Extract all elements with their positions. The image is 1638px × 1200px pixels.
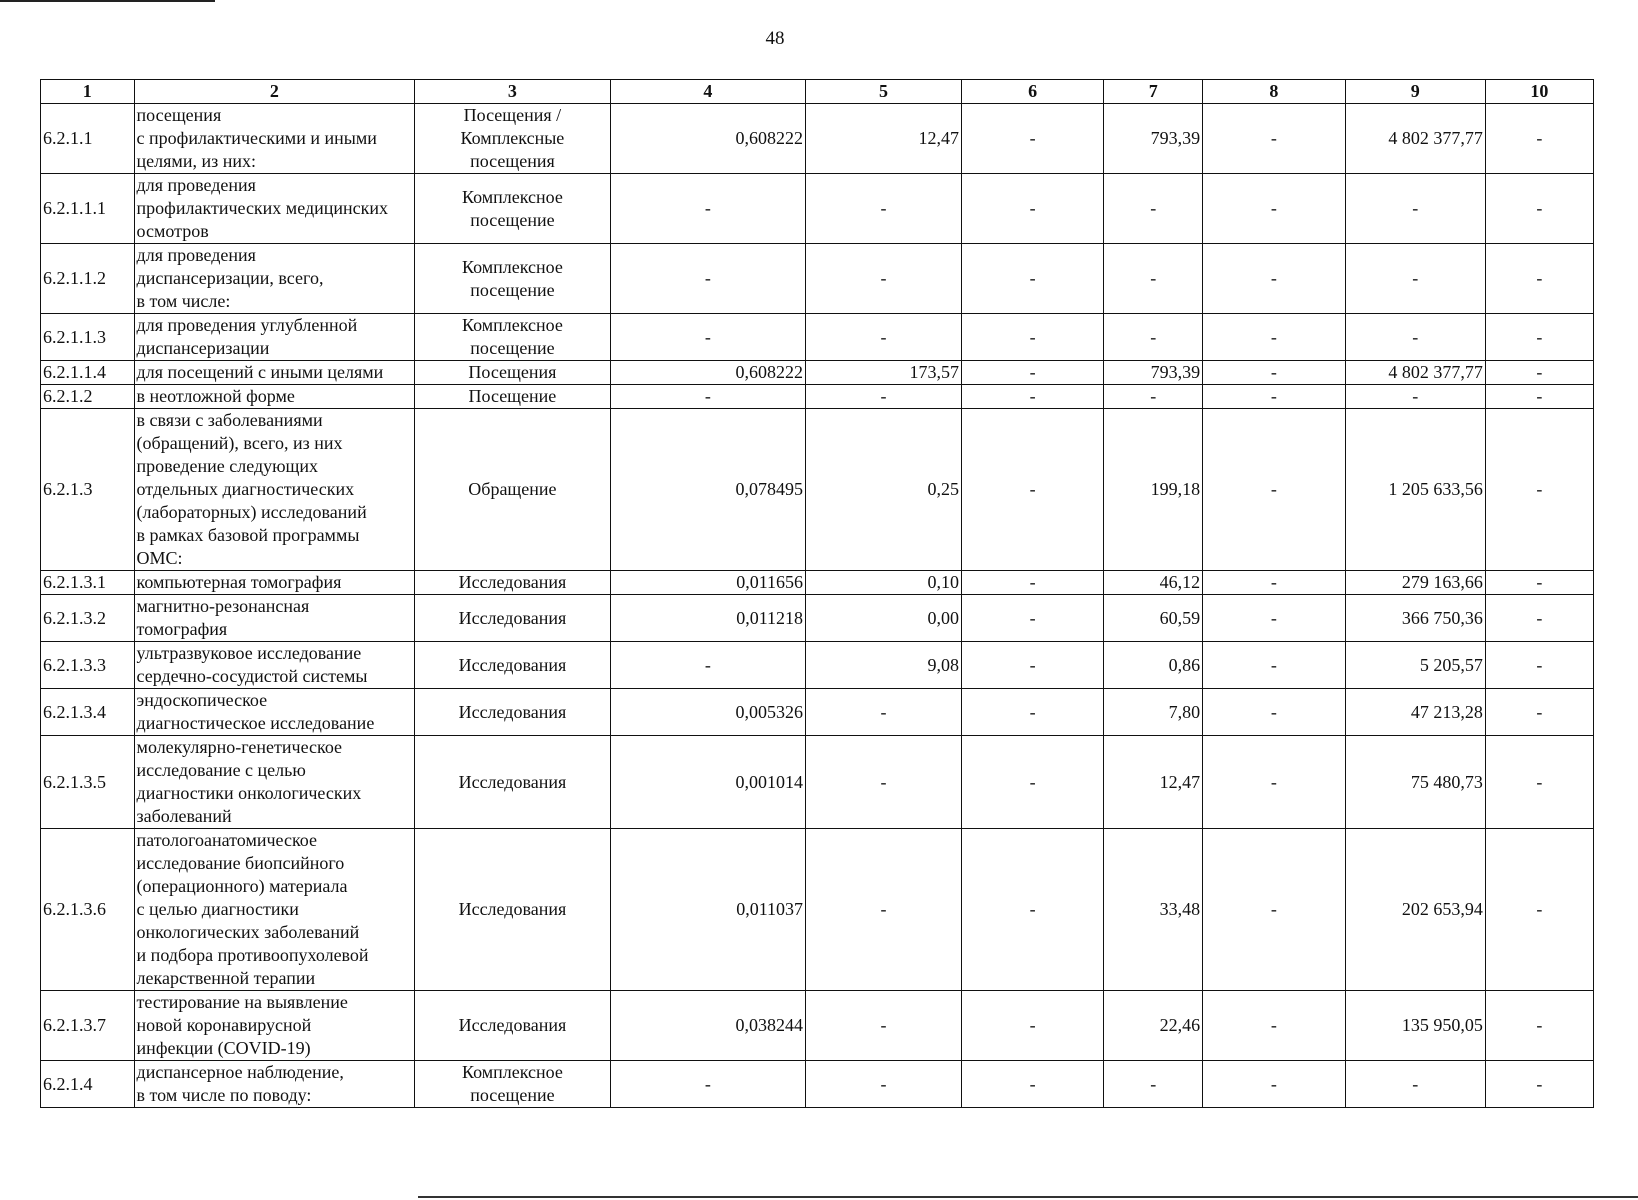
cell-col-9: 47 213,28 — [1345, 689, 1485, 736]
row-unit: Исследования — [415, 991, 610, 1061]
row-name: компьютерная томография — [134, 571, 415, 595]
column-header-10: 10 — [1485, 80, 1593, 104]
cell-col-6: - — [961, 361, 1103, 385]
cell-col-8: - — [1203, 244, 1345, 314]
cell-col-5: - — [806, 689, 962, 736]
cell-col-7: 46,12 — [1104, 571, 1203, 595]
cell-col-6: - — [961, 314, 1103, 361]
cell-col-6: - — [961, 595, 1103, 642]
cell-col-8: - — [1203, 174, 1345, 244]
row-name: для проведения углубленной диспансеризации — [134, 314, 415, 361]
row-unit: Комплексное посещение — [415, 244, 610, 314]
table-row — [41, 1061, 1594, 1108]
cell-col-10: - — [1485, 595, 1593, 642]
cell-col-10: - — [1485, 361, 1593, 385]
table-row — [41, 595, 1594, 642]
cell-col-5: - — [806, 314, 962, 361]
cell-col-8: - — [1203, 571, 1345, 595]
row-code: 6.2.1.3 — [41, 409, 135, 571]
column-header-5: 5 — [806, 80, 962, 104]
cell-col-5: - — [806, 991, 962, 1061]
row-name: тестирование на выявление новой коронавирусной инфекции (COVID-19) — [134, 991, 415, 1061]
cell-col-9: - — [1345, 314, 1485, 361]
cell-col-10: - — [1485, 571, 1593, 595]
cell-col-7: 12,47 — [1104, 736, 1203, 829]
row-code: 6.2.1.3.3 — [41, 642, 135, 689]
row-code: 6.2.1.3.1 — [41, 571, 135, 595]
row-name: эндоскопическое диагностическое исследование — [134, 689, 415, 736]
table-row — [41, 385, 1594, 409]
data-table — [40, 79, 1594, 1108]
column-header-7: 7 — [1104, 80, 1203, 104]
cell-col-4: 0,078495 — [610, 409, 805, 571]
cell-col-6: - — [961, 689, 1103, 736]
row-name: для посещений с иными целями — [134, 361, 415, 385]
row-unit: Посещения — [415, 361, 610, 385]
cell-col-10: - — [1485, 314, 1593, 361]
cell-col-6: - — [961, 244, 1103, 314]
cell-col-8: - — [1203, 314, 1345, 361]
cell-col-10: - — [1485, 409, 1593, 571]
cell-col-8: - — [1203, 104, 1345, 174]
scan-edge-line — [0, 0, 215, 2]
row-name: в связи с заболеваниями (обращений), всего, из них проведение следующих отдельных диагностических (лабораторных) исследований в рамках базовой программы ОМС: — [134, 409, 415, 571]
cell-col-4: - — [610, 314, 805, 361]
table-row — [41, 571, 1594, 595]
cell-col-10: - — [1485, 385, 1593, 409]
cell-col-9: 4 802 377,77 — [1345, 361, 1485, 385]
column-header-2: 2 — [134, 80, 415, 104]
row-code: 6.2.1.3.4 — [41, 689, 135, 736]
table-row — [41, 409, 1594, 571]
column-header-4: 4 — [610, 80, 805, 104]
cell-col-4: 0,011037 — [610, 829, 805, 991]
row-name: диспансерное наблюдение, в том числе по поводу: — [134, 1061, 415, 1108]
cell-col-5: - — [806, 174, 962, 244]
table-row — [41, 736, 1594, 829]
row-code: 6.2.1.4 — [41, 1061, 135, 1108]
cell-col-10: - — [1485, 244, 1593, 314]
cell-col-6: - — [961, 1061, 1103, 1108]
table-row — [41, 829, 1594, 991]
cell-col-10: - — [1485, 642, 1593, 689]
cell-col-8: - — [1203, 642, 1345, 689]
cell-col-7: 793,39 — [1104, 104, 1203, 174]
cell-col-9: 366 750,36 — [1345, 595, 1485, 642]
row-code: 6.2.1.1.2 — [41, 244, 135, 314]
cell-col-7: 22,46 — [1104, 991, 1203, 1061]
row-code: 6.2.1.1.4 — [41, 361, 135, 385]
row-unit: Обращение — [415, 409, 610, 571]
row-code: 6.2.1.3.2 — [41, 595, 135, 642]
cell-col-4: - — [610, 642, 805, 689]
cell-col-10: - — [1485, 991, 1593, 1061]
cell-col-9: 4 802 377,77 — [1345, 104, 1485, 174]
cell-col-5: 0,25 — [806, 409, 962, 571]
cell-col-4: 0,011218 — [610, 595, 805, 642]
cell-col-4: 0,608222 — [610, 104, 805, 174]
column-header-6: 6 — [961, 80, 1103, 104]
row-unit: Комплексное посещение — [415, 174, 610, 244]
row-name: магнитно-резонансная томография — [134, 595, 415, 642]
row-unit: Исследования — [415, 642, 610, 689]
row-unit: Исследования — [415, 829, 610, 991]
cell-col-5: - — [806, 1061, 962, 1108]
cell-col-5: 173,57 — [806, 361, 962, 385]
cell-col-4: 0,005326 — [610, 689, 805, 736]
cell-col-9: - — [1345, 1061, 1485, 1108]
scan-edge-line — [418, 1196, 1638, 1198]
cell-col-9: - — [1345, 385, 1485, 409]
table-row — [41, 689, 1594, 736]
table-row — [41, 642, 1594, 689]
cell-col-4: - — [610, 174, 805, 244]
cell-col-8: - — [1203, 991, 1345, 1061]
cell-col-10: - — [1485, 736, 1593, 829]
row-unit: Комплексное посещение — [415, 1061, 610, 1108]
cell-col-8: - — [1203, 409, 1345, 571]
cell-col-7: 7,80 — [1104, 689, 1203, 736]
header-row — [41, 80, 1594, 104]
table-row — [41, 991, 1594, 1061]
row-name: посещения с профилактическими и иными целями, из них: — [134, 104, 415, 174]
cell-col-9: - — [1345, 174, 1485, 244]
cell-col-9: 75 480,73 — [1345, 736, 1485, 829]
cell-col-4: 0,608222 — [610, 361, 805, 385]
cell-col-8: - — [1203, 1061, 1345, 1108]
cell-col-5: - — [806, 829, 962, 991]
cell-col-7: - — [1104, 314, 1203, 361]
row-code: 6.2.1.1.1 — [41, 174, 135, 244]
cell-col-7: - — [1104, 244, 1203, 314]
cell-col-6: - — [961, 104, 1103, 174]
cell-col-6: - — [961, 991, 1103, 1061]
cell-col-6: - — [961, 409, 1103, 571]
cell-col-9: 5 205,57 — [1345, 642, 1485, 689]
cell-col-8: - — [1203, 385, 1345, 409]
row-name: патологоанатомическое исследование биопсийного (операционного) материала с целью диагностики онкологических заболеваний и подбора противоопухолевой лекарственной терапии — [134, 829, 415, 991]
cell-col-10: - — [1485, 104, 1593, 174]
row-code: 6.2.1.3.5 — [41, 736, 135, 829]
row-unit: Исследования — [415, 571, 610, 595]
column-header-1: 1 — [41, 80, 135, 104]
page-number: 48 — [765, 28, 785, 49]
cell-col-9: 202 653,94 — [1345, 829, 1485, 991]
cell-col-5: - — [806, 385, 962, 409]
cell-col-4: - — [610, 385, 805, 409]
cell-col-9: 1 205 633,56 — [1345, 409, 1485, 571]
cell-col-8: - — [1203, 595, 1345, 642]
row-code: 6.2.1.1.3 — [41, 314, 135, 361]
cell-col-4: - — [610, 244, 805, 314]
cell-col-7: 0,86 — [1104, 642, 1203, 689]
cell-col-7: - — [1104, 385, 1203, 409]
row-unit: Комплексное посещение — [415, 314, 610, 361]
cell-col-7: 60,59 — [1104, 595, 1203, 642]
row-unit: Исследования — [415, 736, 610, 829]
cell-col-7: - — [1104, 174, 1203, 244]
cell-col-10: - — [1485, 174, 1593, 244]
row-unit: Исследования — [415, 595, 610, 642]
cell-col-5: 0,10 — [806, 571, 962, 595]
cell-col-4: - — [610, 1061, 805, 1108]
table-row — [41, 104, 1594, 174]
cell-col-7: 199,18 — [1104, 409, 1203, 571]
cell-col-9: - — [1345, 244, 1485, 314]
cell-col-8: - — [1203, 736, 1345, 829]
row-code: 6.2.1.1 — [41, 104, 135, 174]
cell-col-9: 279 163,66 — [1345, 571, 1485, 595]
cell-col-7: 33,48 — [1104, 829, 1203, 991]
column-header-8: 8 — [1203, 80, 1345, 104]
row-name: молекулярно-генетическое исследование с целью диагностики онкологических заболеваний — [134, 736, 415, 829]
cell-col-10: - — [1485, 1061, 1593, 1108]
cell-col-4: 0,011656 — [610, 571, 805, 595]
cell-col-6: - — [961, 385, 1103, 409]
row-name: в неотложной форме — [134, 385, 415, 409]
table-row — [41, 314, 1594, 361]
cell-col-5: 0,00 — [806, 595, 962, 642]
cell-col-7: - — [1104, 1061, 1203, 1108]
row-code: 6.2.1.3.6 — [41, 829, 135, 991]
cell-col-5: 9,08 — [806, 642, 962, 689]
row-unit: Посещения / Комплексные посещения — [415, 104, 610, 174]
cell-col-4: 0,038244 — [610, 991, 805, 1061]
cell-col-8: - — [1203, 361, 1345, 385]
column-header-3: 3 — [415, 80, 610, 104]
table-row — [41, 244, 1594, 314]
cell-col-8: - — [1203, 689, 1345, 736]
table-row — [41, 361, 1594, 385]
cell-col-7: 793,39 — [1104, 361, 1203, 385]
cell-col-8: - — [1203, 829, 1345, 991]
row-code: 6.2.1.2 — [41, 385, 135, 409]
row-name: для проведения диспансеризации, всего, в том числе: — [134, 244, 415, 314]
row-unit: Посещение — [415, 385, 610, 409]
cell-col-6: - — [961, 571, 1103, 595]
row-name: ультразвуковое исследование сердечно-сосудистой системы — [134, 642, 415, 689]
cell-col-5: - — [806, 736, 962, 829]
cell-col-5: - — [806, 244, 962, 314]
row-name: для проведения профилактических медицинских осмотров — [134, 174, 415, 244]
table-row — [41, 174, 1594, 244]
row-unit: Исследования — [415, 689, 610, 736]
column-header-9: 9 — [1345, 80, 1485, 104]
cell-col-10: - — [1485, 829, 1593, 991]
cell-col-6: - — [961, 736, 1103, 829]
cell-col-10: - — [1485, 689, 1593, 736]
cell-col-6: - — [961, 829, 1103, 991]
cell-col-5: 12,47 — [806, 104, 962, 174]
cell-col-9: 135 950,05 — [1345, 991, 1485, 1061]
cell-col-6: - — [961, 174, 1103, 244]
row-code: 6.2.1.3.7 — [41, 991, 135, 1061]
cell-col-4: 0,001014 — [610, 736, 805, 829]
cell-col-6: - — [961, 642, 1103, 689]
